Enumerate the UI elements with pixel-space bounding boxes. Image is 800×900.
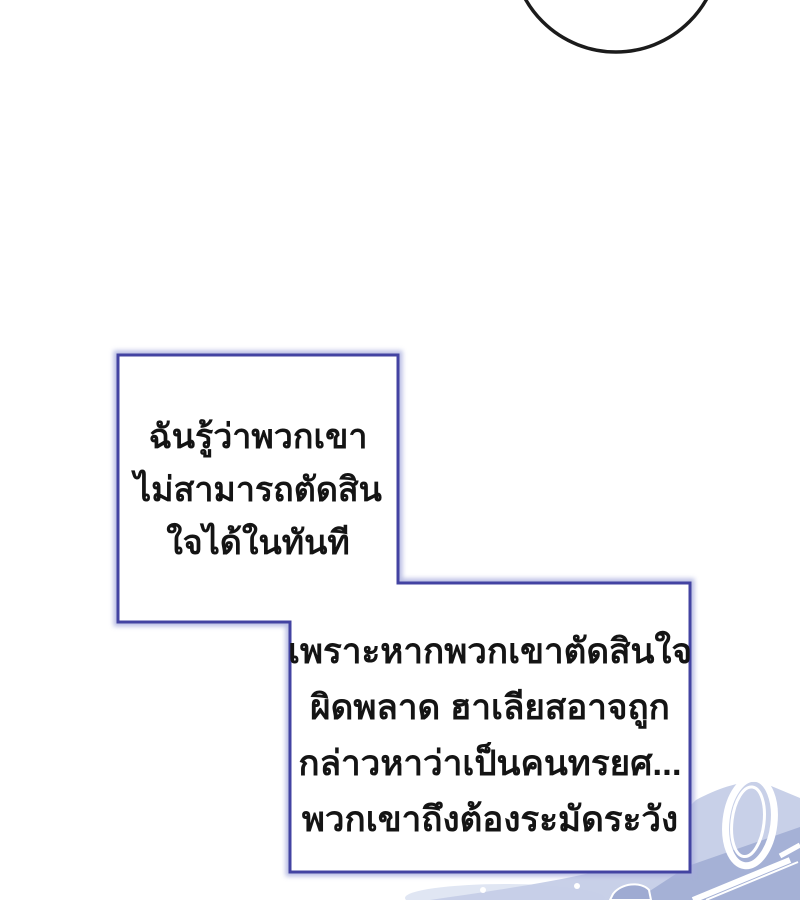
caption-1-line-2: ไม่สามารถตัดสิน (134, 470, 382, 509)
caption-text-2 (288, 600, 693, 872)
speech-balloon-arc (512, 0, 720, 52)
caption-2-line-4: พวกเขาถึงต้องระมัดระวัง (301, 800, 679, 839)
caption-1-line-3: ใจได้ในทันที (166, 523, 350, 562)
caption-1-line-1: ฉันรู้ว่าพวกเขา (148, 417, 368, 456)
artwork-speck-2 (574, 883, 580, 889)
caption-2-line-1: เพราะหากพวกเขาตัดสินใจ (288, 632, 693, 671)
caption-2-line-2: ผิดพลาด ฮาเลียสอาจถูก (310, 688, 670, 727)
caption-text-1 (118, 358, 398, 622)
artwork-speck-1 (480, 887, 486, 893)
caption-2-line-3: กล่าวหาว่าเป็นคนทรยศ... (298, 744, 682, 783)
